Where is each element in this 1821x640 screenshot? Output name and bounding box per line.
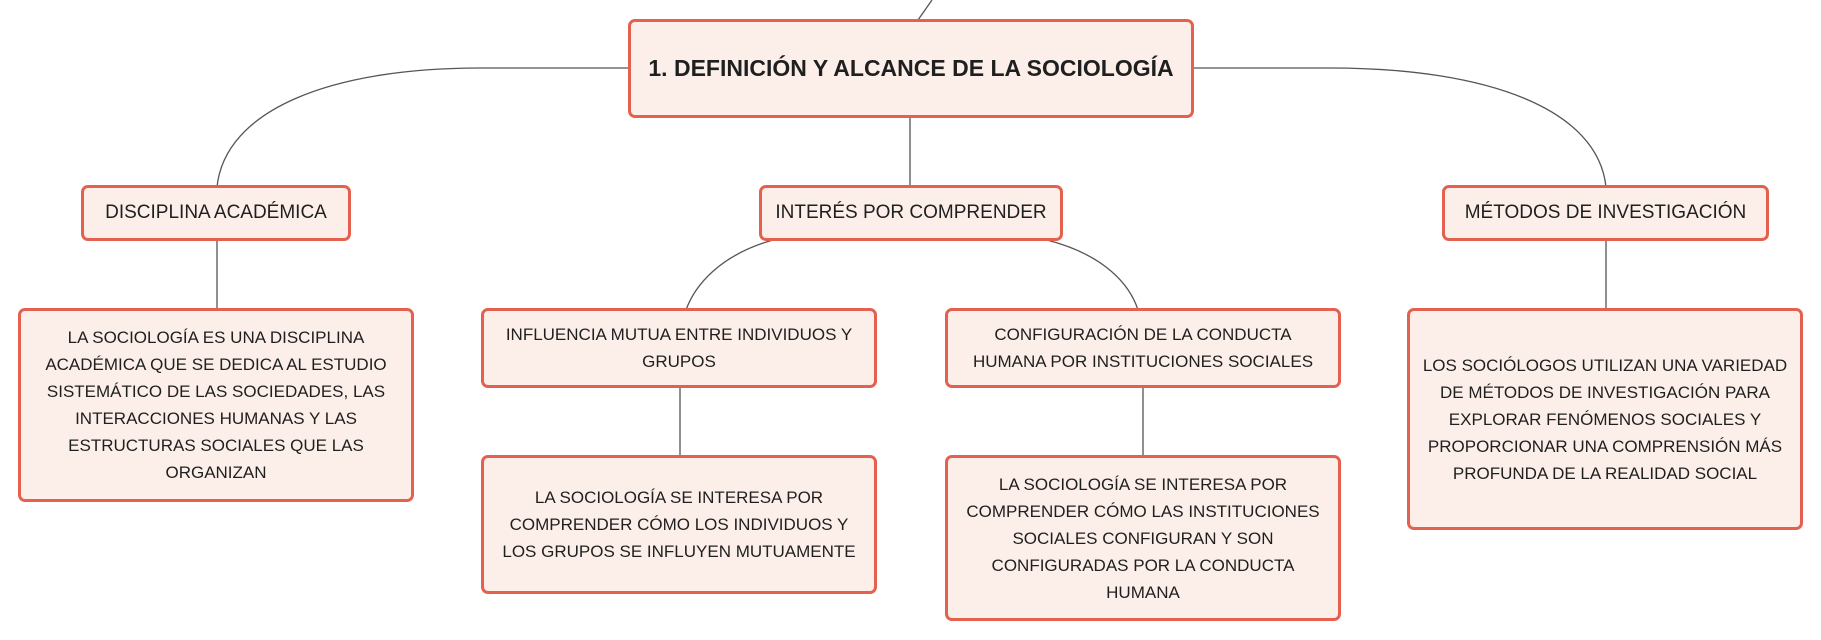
branch-label: MÉTODOS DE INVESTIGACIÓN [1464,202,1747,223]
subtopic-influencia-mutua[interactable] [481,308,877,388]
subtopic-label: CONFIGURACIÓN DE LA CONDUCTA HUMANA POR INSTITUCIONES SOCIALES [972,325,1314,371]
connector-interes-to-influencia [686,240,773,310]
detail-text: LOS SOCIÓLOGOS UTILIZAN UNA VARIEDAD DE MÉTODOS DE INVESTIGACIÓN PARA EXPLORAR FENÓMENOS SOCIALES Y PROPORCIONAR UNA COMPRENSIÓN MÁS PROFUNDA DE LA REALIDAD SOCIAL [1422,355,1788,483]
detail-disciplina-academica[interactable] [18,308,414,502]
detail-metodos-de-investigacion[interactable] [1407,308,1803,530]
detail-influencia-mutua[interactable] [481,455,877,594]
branch-metodos-de-investigacion[interactable] [1442,185,1769,241]
connector-parent-link [918,0,932,20]
root-topic-label: 1. DEFINICIÓN Y ALCANCE DE LA SOCIOLOGÍA [648,55,1174,81]
connector-root-to-disciplina [217,68,630,187]
branch-label: INTERÉS POR COMPRENDER [775,202,1047,223]
detail-configuracion-conducta[interactable] [945,455,1341,621]
detail-text: LA SOCIOLOGÍA SE INTERESA POR COMPRENDER CÓMO LAS INSTITUCIONES SOCIALES CONFIGURAN Y SON CONFIGURADAS POR LA CONDUCTA HUMANA [966,474,1320,602]
branch-disciplina-academica[interactable] [81,185,351,241]
branch-label: DISCIPLINA ACADÉMICA [105,202,327,223]
root-topic[interactable] [628,19,1194,118]
detail-text: LA SOCIOLOGÍA ES UNA DISCIPLINA ACADÉMICA QUE SE DEDICA AL ESTUDIO SISTEMÁTICO DE LAS SOCIEDADES, LAS INTERACCIONES HUMANAS Y LAS ESTRUCTURAS SOCIALES QUE LAS ORGANIZAN [45,328,387,482]
subtopic-configuracion-conducta[interactable] [945,308,1341,388]
subtopic-label: INFLUENCIA MUTUA ENTRE INDIVIDUOS Y GRUPOS [505,325,853,371]
connector-interes-to-configuracion [1047,240,1138,310]
branch-interes-por-comprender[interactable] [759,185,1063,241]
detail-text: LA SOCIOLOGÍA SE INTERESA POR COMPRENDER CÓMO LOS INDIVIDUOS Y LOS GRUPOS SE INFLUYEN MUTUAMENTE [502,488,856,561]
connector-root-to-metodos [1192,68,1606,187]
